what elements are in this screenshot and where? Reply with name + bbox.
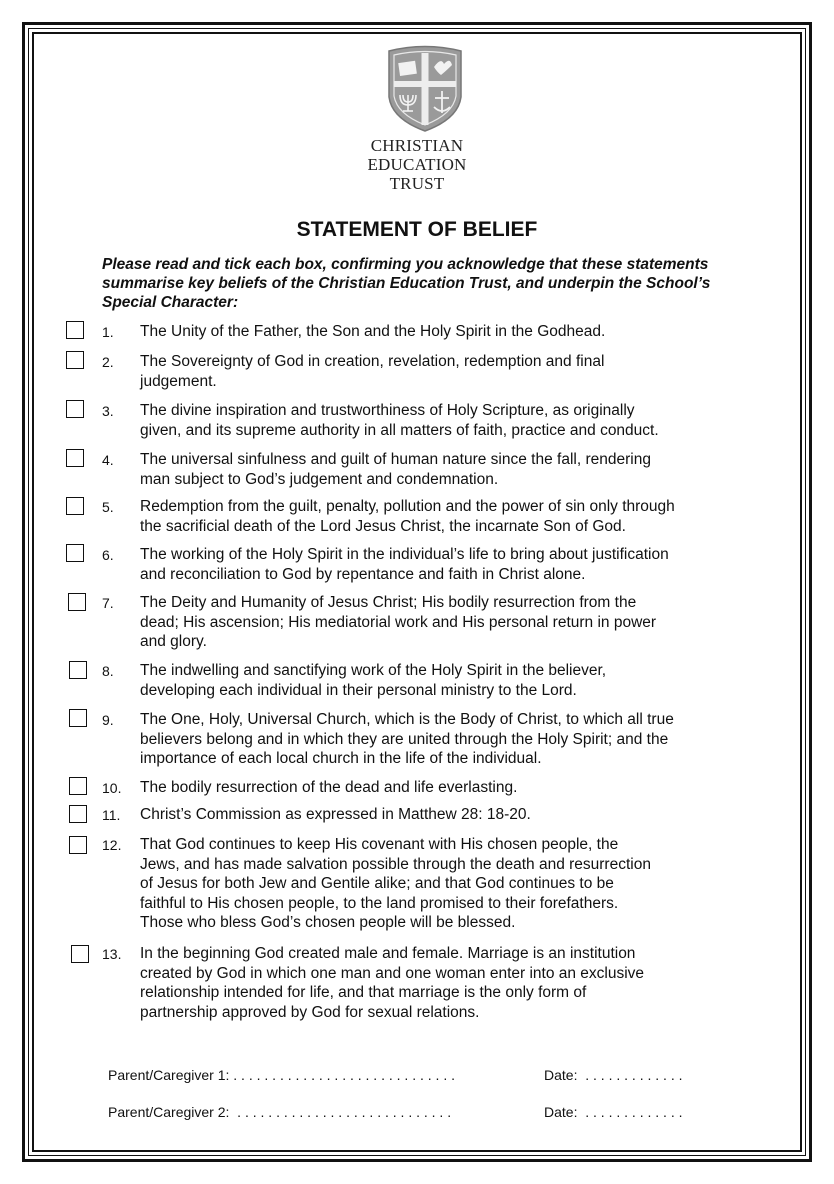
belief-text-line: The bodily resurrection of the dead and life everlasting. — [140, 779, 518, 796]
belief-text-line: Those who bless God’s chosen people will be blessed. — [140, 914, 516, 931]
belief-text-line: developing each individual in their personal ministry to the Lord. — [140, 681, 577, 699]
belief-text-line: The universal sinfulness and guilt of human nature since the fall, rendering — [140, 451, 651, 468]
org-name-line-3: TRUST — [389, 174, 445, 193]
belief-text-line: dead; His ascension; His mediatorial work and His personal return in power — [140, 613, 657, 631]
belief-text-line: relationship intended for life, and that marriage is the only form of — [140, 984, 587, 1001]
belief-text-line: the sacrificial death of the Lord Jesus Christ, the incarnate Son of God. — [140, 517, 626, 535]
belief-number: 4. — [102, 452, 114, 468]
belief-text-line: judgement. — [140, 372, 217, 390]
belief-text-line: faithful to His chosen people, to the land promised to their forefathers. — [140, 894, 619, 912]
belief-number: 7. — [102, 595, 114, 611]
belief-text-line: The Unity of the Father, the Son and the Holy Spirit in the Godhead. — [140, 323, 606, 340]
caregiver-2-field[interactable]: Parent/Caregiver 2: . . . . . . . . . . . . . . . . . . . . . . . . . . . . — [108, 1104, 452, 1120]
belief-checkbox[interactable] — [69, 836, 87, 854]
belief-checkbox[interactable] — [66, 497, 84, 515]
belief-text-line: partnership approved by God for sexual relations. — [140, 1003, 480, 1021]
belief-number: 10. — [102, 780, 122, 796]
caregiver-1-field[interactable]: Parent/Caregiver 1: . . . . . . . . . . . . . . . . . . . . . . . . . . . . . — [108, 1067, 455, 1083]
caregiver-2-date-field[interactable]: Date: . . . . . . . . . . . . . — [544, 1104, 683, 1120]
belief-number: 11. — [102, 807, 121, 823]
belief-text-line: given, and its supreme authority in all matters of faith, practice and conduct. — [140, 421, 659, 439]
belief-text-line: The working of the Holy Spirit in the individual’s life to bring about justification — [140, 546, 669, 563]
belief-checkbox[interactable] — [69, 777, 87, 795]
belief-text-line: created by God in which one man and one woman enter into an exclusive — [140, 964, 645, 982]
belief-text-line: believers belong and in which they are united through the Holy Spirit; and the — [140, 730, 669, 748]
belief-number: 9. — [102, 712, 114, 728]
belief-number: 1. — [102, 324, 114, 340]
belief-text-line: of Jesus for both Jew and Gentile alike; and that God continues to be — [140, 875, 614, 892]
belief-text-line: man subject to God’s judgement and condemnation. — [140, 470, 499, 488]
belief-checkbox[interactable] — [66, 544, 84, 562]
belief-number: 3. — [102, 403, 114, 419]
belief-text-line: and glory. — [140, 633, 207, 650]
belief-text-line: That God continues to keep His covenant with His chosen people, the — [140, 836, 619, 853]
shield-crest-icon — [386, 45, 464, 133]
belief-text-line: The Deity and Humanity of Jesus Christ; His bodily resurrection from the — [140, 594, 637, 611]
belief-checkbox[interactable] — [66, 400, 84, 418]
belief-text-line: The One, Holy, Universal Church, which is the Body of Christ, to which all true — [140, 711, 674, 728]
belief-checkbox[interactable] — [71, 945, 89, 963]
belief-number: 5. — [102, 499, 114, 515]
belief-checkbox[interactable] — [68, 593, 86, 611]
belief-text-line: Jews, and has made salvation possible through the death and resurrection — [140, 855, 651, 873]
belief-text-line: The Sovereignty of God in creation, revelation, redemption and final — [140, 353, 605, 370]
belief-checkbox[interactable] — [66, 449, 84, 467]
belief-text-line: The divine inspiration and trustworthiness of Holy Scripture, as originally — [140, 402, 635, 419]
belief-number: 2. — [102, 354, 114, 370]
belief-text-line: and reconciliation to God by repentance and faith in Christ alone. — [140, 565, 586, 583]
belief-number: 13. — [102, 946, 122, 962]
belief-checkbox[interactable] — [69, 661, 87, 679]
belief-text-line: Redemption from the guilt, penalty, pollution and the power of sin only through — [140, 498, 675, 515]
belief-number: 6. — [102, 547, 114, 563]
belief-checkbox[interactable] — [66, 321, 84, 339]
belief-text-line: Christ’s Commission as expressed in Matthew 28: 18-20. — [140, 806, 531, 823]
org-name-line-1: CHRISTIAN — [370, 136, 464, 155]
belief-text-line: In the beginning God created male and female. Marriage is an institution — [140, 945, 636, 962]
belief-number: 8. — [102, 663, 114, 679]
org-name-line-2: EDUCATION — [367, 155, 467, 174]
belief-checkbox[interactable] — [69, 805, 87, 823]
belief-checkbox[interactable] — [66, 351, 84, 369]
belief-text-line: The indwelling and sanctifying work of the Holy Spirit in the believer, — [140, 662, 607, 679]
belief-text-line: importance of each local church in the life of the individual. — [140, 750, 542, 767]
belief-number: 12. — [102, 837, 122, 853]
intro-text: Please read and tick each box, confirming you acknowledge that these statements summarise key beliefs of the Christian Education Trust, and underpin the School’s Special Character: — [102, 256, 711, 311]
page-title: STATEMENT OF BELIEF — [296, 218, 538, 241]
belief-checkbox[interactable] — [69, 709, 87, 727]
caregiver-1-date-field[interactable]: Date: . . . . . . . . . . . . . — [544, 1067, 683, 1083]
